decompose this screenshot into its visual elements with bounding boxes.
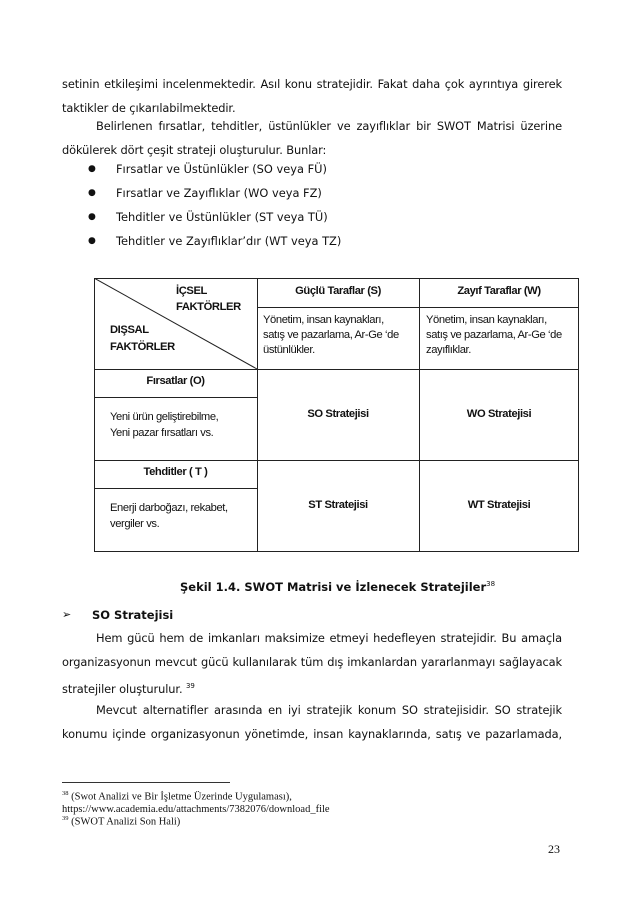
threats-description: Enerji darboğazı, rekabet, vergiler vs. — [110, 502, 228, 530]
strategy-bullet-list — [88, 157, 341, 253]
strengths-header: Güçlü Taraflar (S) — [295, 285, 381, 297]
opportunities-header-divider — [94, 397, 257, 398]
list-item — [88, 157, 341, 181]
paragraph-4 — [62, 698, 562, 746]
matrix-header-divider — [257, 307, 579, 308]
list-item-text: Fırsatlar ve Üstünlükler (SO veya FÜ) — [116, 162, 327, 176]
paragraph-3-line-1: Hem gücü hem de imkanları maksimize etmeyi hedefleyen stratejidir. Bu amaçla — [96, 631, 562, 645]
footnote-link[interactable]: https://www.academia.edu/attachments/7382076/download_file — [62, 804, 330, 815]
st-strategy-cell: ST Stratejisi — [308, 499, 368, 511]
paragraph-2 — [62, 114, 562, 162]
section-heading — [62, 603, 174, 627]
paragraph-1-line-1: setinin etkileşimi incelenmektedir. Asıl konu stratejidir. Fakat daha çok ayrıntıya girerek — [62, 77, 562, 91]
figure-caption-text: Şekil 1.4. SWOT Matrisi ve İzlenecek Stratejiler — [180, 580, 487, 594]
list-item — [88, 229, 341, 253]
paragraph-1 — [62, 72, 562, 120]
paragraph-3-line-3: stratejiler oluşturulur. $^{39}$ — [62, 681, 195, 696]
paragraph-1-line-2: taktikler de çıkarılabilmektedir. — [62, 101, 236, 115]
page-number: 23 — [548, 842, 560, 856]
figure-caption — [180, 580, 495, 594]
threats-header-divider — [94, 488, 257, 489]
paragraph-2-line-2: dökülerek dört çeşit strateji oluşturulur. Bunlar: — [62, 143, 327, 157]
bullet-icon: ● — [88, 212, 96, 222]
wt-strategy-cell: WT Stratejisi — [467, 499, 531, 511]
caption-footnote-ref: 38 — [486, 580, 496, 589]
bullet-icon: ● — [88, 164, 96, 174]
internal-factors-label: İÇSEL FAKTÖRLER — [176, 285, 241, 313]
bullet-icon: ● — [88, 188, 96, 198]
matrix-border-bottom — [94, 551, 579, 552]
paragraph-4-line-1: Mevcut alternatifler arasında en iyi stratejik konum SO stratejisidir. SO stratejik — [96, 703, 562, 717]
paragraph-3 — [62, 626, 562, 698]
threats-header: Tehditler ( T ) — [143, 466, 208, 478]
list-item-text: Fırsatlar ve Zayıflıklar (WO veya FZ) — [116, 186, 322, 200]
so-strategy-cell: SO Stratejisi — [307, 408, 369, 420]
weaknesses-description: Yönetim, insan kaynakları, satış ve pazarlama, Ar-Ge ‘de zayıflıklar. — [426, 314, 562, 356]
opportunities-header: Fırsatlar (O) — [146, 375, 205, 387]
arrow-bullet-icon: ➢ — [62, 608, 72, 621]
external-factors-label: DIŞSAL FAKTÖRLER — [110, 324, 175, 353]
matrix-row-divider-2 — [94, 460, 579, 461]
footnote-ref: 39 — [186, 682, 195, 690]
weaknesses-header: Zayıf Taraflar (W) — [457, 285, 541, 297]
list-item-text: Tehditler ve Zayıflıklar’dır (WT veya TZ) — [116, 234, 342, 248]
list-item — [88, 181, 341, 205]
strengths-description: Yönetim, insan kaynakları, satış ve pazarlama, Ar-Ge ‘de üstünlükler. — [263, 314, 399, 356]
footnote-separator — [62, 782, 230, 783]
list-item — [88, 205, 341, 229]
wo-strategy-cell: WO Stratejisi — [466, 408, 532, 420]
paragraph-2-line-1: Belirlenen fırsatlar, tehditler, üstünlükler ve zayıflıklar bir SWOT Matrisi üzerine — [96, 119, 562, 133]
footnote-38: $^{38}$ (Swot Analizi ve Bir İşletme Üzerinde Uygulaması), https://www.academia.edu/attachments/7382076/download_file — [62, 790, 330, 815]
section-heading-text: SO Stratejisi — [92, 608, 174, 622]
list-item-text: Tehditler ve Üstünlükler (ST veya TÜ) — [116, 210, 328, 224]
swot-matrix — [94, 278, 579, 552]
bullet-icon: ● — [88, 236, 96, 246]
footnote-39: $^{39}$ (SWOT Analizi Son Hali) — [62, 815, 181, 828]
opportunities-description: Yeni ürün geliştirebilme, Yeni pazar fırsatları vs. — [110, 411, 219, 439]
paragraph-4-line-2: konumu içinde organizasyonun yönetimde, insan kaynaklarında, satış ve pazarlamada, — [62, 727, 562, 741]
paragraph-3-line-2: organizasyonun mevcut gücü kullanılarak tüm dış imkanlardan yararlanmayı sağlayacak — [62, 655, 562, 669]
